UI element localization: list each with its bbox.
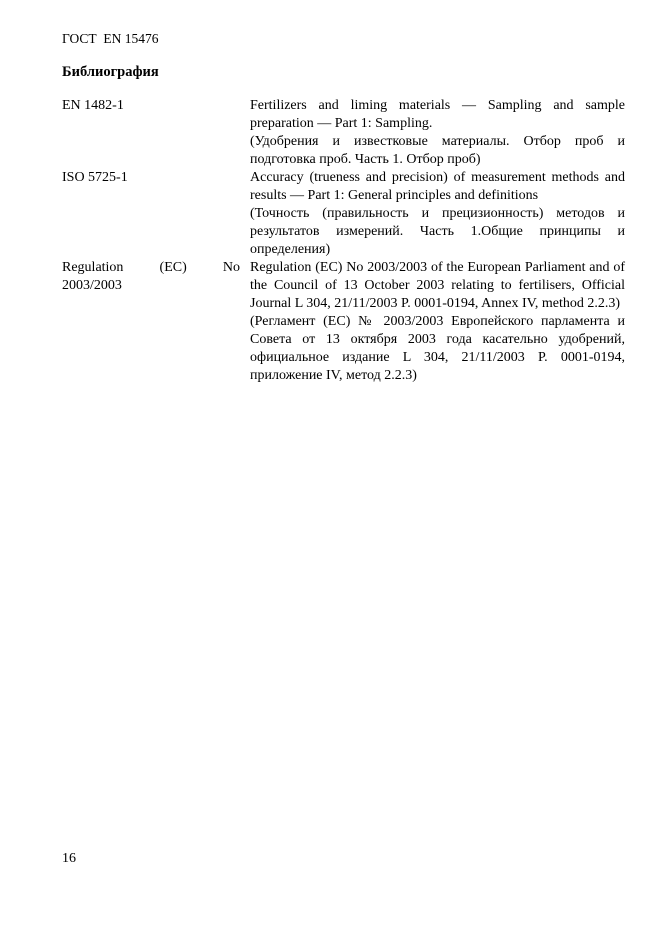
description-english: Fertilizers and liming materials — Sampling and sample preparation — Part 1: Sampling. [250,98,625,131]
bibliography-entry [62,97,625,169]
description-russian: (Удобрения и известковые материалы. Отбор проб и подготовка проб. Часть 1. Отбор проб) [250,134,625,167]
section-title: Библиография [62,64,159,80]
bibliography-description [250,97,625,169]
bibliography-entry [62,169,625,259]
description-russian: (Точность (правильность и прецизионность) методов и результатов измерений. Часть 1.Общие принципы и определения) [250,206,625,257]
description-english: Accuracy (trueness and precision) of measurement methods and results — Part 1: General principles and definitions [250,170,625,203]
bibliography-description [250,169,625,259]
bibliography-description [250,259,625,385]
bibliography-reference: EN 1482-1 [62,98,124,113]
description-russian: (Регламент (ЕС) № 2003/2003 Европейского парламента и Совета от 13 октября 2003 года касательно удобрений, официальное издание L 304, 21/11/2003 P. 0001-0194, приложение IV, метод 2.2.3) [250,314,625,383]
page-number: 16 [62,851,76,866]
reference-word: (EC) [159,260,187,275]
reference-word: No [222,260,240,275]
bibliography-reference [62,259,240,385]
description-english: Regulation (EC) No 2003/2003 of the European Parliament and of the Council of 13 October 2003 relating to fertilisers, Official Journal L 304, 21/11/2003 P. 0001-0194, Annex IV, method 2.2.3) [250,260,625,311]
reference-word: Regulation [62,260,124,275]
bibliography-entry [62,259,625,385]
reference-line [62,259,240,277]
bibliography-reference: ISO 5725-1 [62,170,128,185]
bibliography-list [62,97,625,385]
reference-line: 2003/2003 [62,278,122,293]
document-header: ГОСТ EN 15476 [62,31,159,46]
